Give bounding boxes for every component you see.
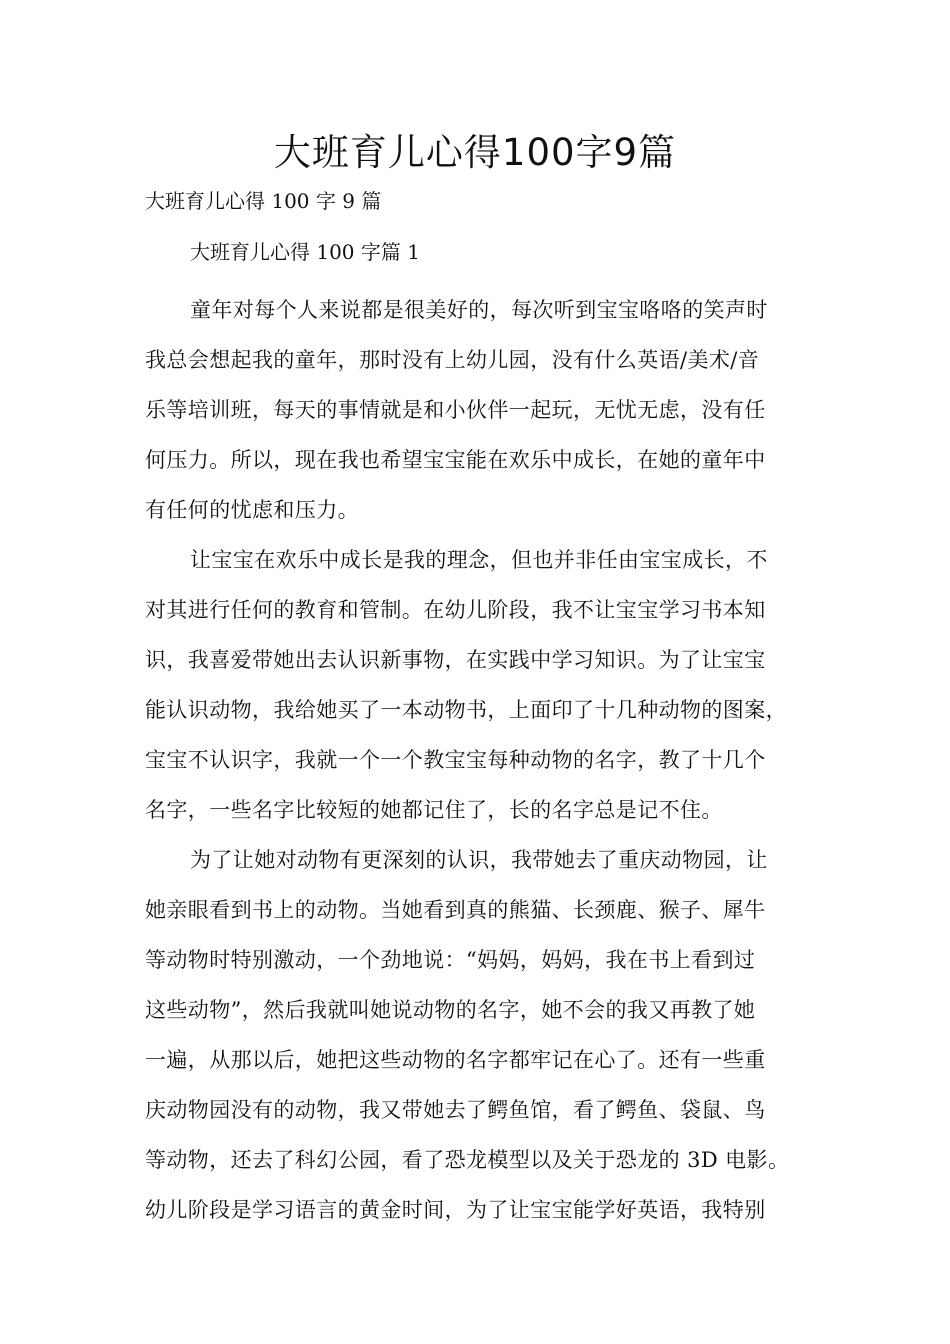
paragraph-line: 我总会想起我的童年，那时没有上幼儿园，没有什么英语/美术/音 [145, 348, 760, 372]
paragraph-1 [145, 285, 815, 535]
document-title: 大班育儿心得100字9篇 [273, 131, 677, 174]
paragraph-line: 为了让她对动物有更深刻的认识，我带她去了重庆动物园，让 [190, 848, 768, 872]
paragraph-line: 她亲眼看到书上的动物。当她看到真的熊猫、长颈鹿、猴子、犀牛 [145, 898, 766, 922]
paragraph-line: 等动物，还去了科幻公园，看了恐龙模型以及关于恐龙的 3D 电影。 [145, 1148, 790, 1172]
paragraph-line: 童年对每个人来说都是很美好的，每次听到宝宝咯咯的笑声时 [190, 298, 768, 322]
paragraph-line: 能认识动物，我给她买了一本动物书，上面印了十几种动物的图案， [145, 698, 787, 722]
paragraph-line: 对其进行任何的教育和管制。在幼儿阶段，我不让宝宝学习书本知 [145, 598, 766, 622]
paragraph-line: 宝宝不认识字，我就一个一个教宝宝每种动物的名字，教了十几个 [145, 748, 766, 772]
document-subtitle: 大班育儿心得 100 字 9 篇 [145, 189, 382, 213]
paragraph-line: 这些动物”，然后我就叫她说动物的名字，她不会的我又再教了她 [145, 998, 756, 1022]
paragraph-line: 识，我喜爱带她出去认识新事物，在实践中学习知识。为了让宝宝 [145, 648, 766, 672]
paragraph-3 [145, 835, 815, 1235]
paragraph-line: 让宝宝在欢乐中成长是我的理念，但也并非任由宝宝成长，不 [190, 548, 768, 572]
paragraph-line: 庆动物园没有的动物，我又带她去了鳄鱼馆，看了鳄鱼、袋鼠、鸟 [145, 1098, 766, 1122]
paragraph-line: 名字，一些名字比较短的她都记住了，长的名字总是记不住。 [145, 798, 723, 822]
paragraph-line: 等动物时特别激动，一个劲地说：“妈妈，妈妈，我在书上看到过 [145, 948, 756, 972]
section-heading: 大班育儿心得 100 字篇 1 [190, 240, 420, 264]
paragraph-line: 乐等培训班，每天的事情就是和小伙伴一起玩，无忧无虑，没有任 [145, 398, 766, 422]
body-text [145, 285, 815, 1235]
paragraph-line: 一遍，从那以后，她把这些动物的名字都牢记在心了。还有一些重 [145, 1048, 766, 1072]
paragraph-2 [145, 535, 815, 835]
paragraph-line: 有任何的忧虑和压力。 [145, 498, 359, 522]
paragraph-line: 何压力。所以，现在我也希望宝宝能在欢乐中成长，在她的童年中 [145, 448, 766, 472]
paragraph-line: 幼儿阶段是学习语言的黄金时间，为了让宝宝能学好英语，我特别 [145, 1198, 766, 1222]
